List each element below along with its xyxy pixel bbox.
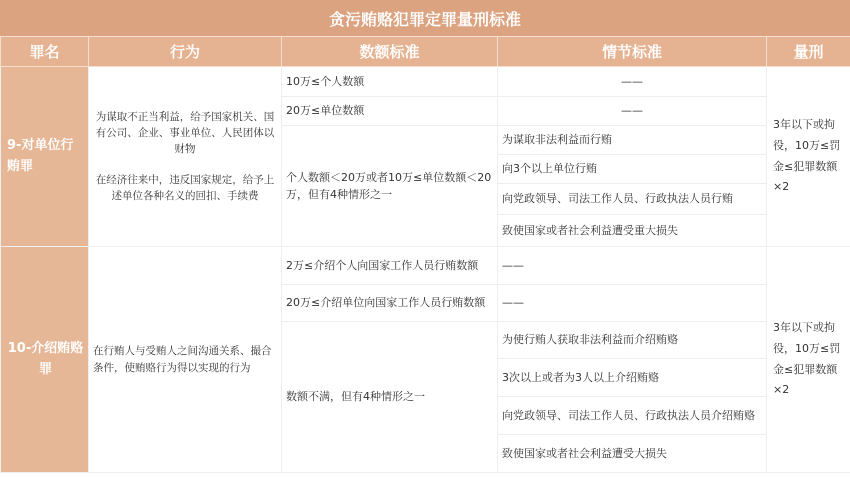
amount-cell: 10万≤个人数额	[282, 67, 498, 97]
plot-cell: ——	[498, 67, 767, 97]
header-crime: 罪名	[1, 37, 89, 67]
table-row	[1, 247, 850, 285]
crime-name: 10-介绍贿赂罪	[1, 247, 89, 473]
amount-cell: 20万≤单位数额	[282, 97, 498, 126]
act-paragraph: 为谋取不正当利益，给予国家机关、国有公司、企业、事业单位、人民团体以财物	[95, 110, 275, 156]
amount-cell: 2万≤介绍个人向国家工作人员行贿数额	[282, 247, 498, 285]
penalty-cell: 3年以下或拘役，10万≤罚金≤犯罪数额×2	[767, 67, 850, 247]
plot-cell: 3次以上或者为3人以上介绍贿赂	[498, 359, 767, 397]
plot-cell: ——	[498, 247, 767, 285]
amount-cell: 个人数额＜20万或者10万≤单位数额＜20万，但有4种情形之一	[282, 126, 498, 247]
plot-cell: 向党政领导、司法工作人员、行政执法人员介绍贿赂	[498, 397, 767, 435]
amount-cell: 20万≤介绍单位向国家工作人员行贿数额	[282, 285, 498, 322]
plot-cell: ——	[498, 97, 767, 126]
header-row	[1, 37, 850, 67]
crime-name: 9-对单位行贿罪	[1, 67, 89, 247]
header-amount: 数额标准	[282, 37, 498, 67]
table-row	[1, 67, 850, 97]
header-penalty: 量刑	[767, 37, 850, 67]
penalty-cell: 3年以下或拘役，10万≤罚金≤犯罪数额×2	[767, 247, 850, 473]
plot-cell: ——	[498, 285, 767, 322]
act-paragraph: 在经济往来中，违反国家规定，给予上述单位各种名义的回扣、手续费	[95, 173, 275, 202]
plot-cell: 为谋取非法利益而行贿	[498, 126, 767, 155]
plot-cell: 致使国家或者社会利益遭受重大损失	[498, 215, 767, 247]
act-cell: 在行贿人与受贿人之间沟通关系、撮合条件，使贿赂行为得以实现的行为	[89, 247, 282, 473]
plot-cell: 向3个以上单位行贿	[498, 155, 767, 184]
plot-cell: 为使行贿人获取非法利益而介绍贿赂	[498, 322, 767, 359]
header-act: 行为	[89, 37, 282, 67]
amount-cell: 数额不满，但有4种情形之一	[282, 322, 498, 473]
plot-cell: 向党政领导、司法工作人员、行政执法人员行贿	[498, 184, 767, 215]
act-cell	[89, 67, 282, 247]
plot-cell: 致使国家或者社会利益遭受大损失	[498, 435, 767, 473]
sentencing-table	[0, 36, 850, 473]
table-title: 贪污贿赂犯罪定罪量刑标准	[0, 0, 850, 36]
header-plot: 情节标准	[498, 37, 767, 67]
